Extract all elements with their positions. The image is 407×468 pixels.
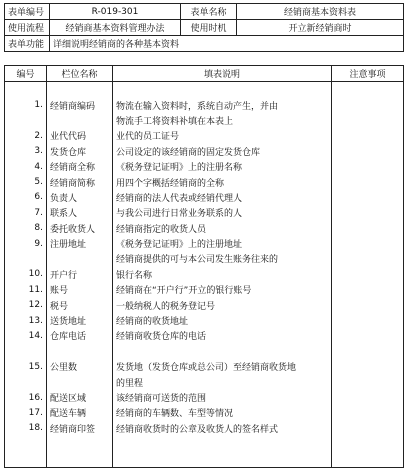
row-description: 的里程 <box>113 374 332 389</box>
fields-table-body <box>5 82 404 468</box>
col-header-no: 编号 <box>5 66 47 82</box>
form-name-label: 表单名称 <box>181 4 237 20</box>
table-row <box>5 159 404 174</box>
row-field-name: 开户行 <box>47 267 113 282</box>
row-field-name: 配送车辆 <box>47 405 113 420</box>
row-number: 15. <box>5 359 47 374</box>
table-row <box>5 82 404 98</box>
row-note <box>332 421 404 436</box>
row-field-name <box>47 344 113 359</box>
row-field-name: 经销商全称 <box>47 159 113 174</box>
process-label: 使用流程 <box>5 20 50 36</box>
row-field-name <box>47 113 113 128</box>
header-row-2 <box>5 20 404 36</box>
row-field-name: 委托收货人 <box>47 221 113 236</box>
row-description <box>113 436 332 451</box>
row-number: 17. <box>5 405 47 420</box>
row-number: 14. <box>5 328 47 343</box>
row-note <box>332 359 404 374</box>
row-note <box>332 251 404 266</box>
table-row <box>5 374 404 389</box>
row-number: 13. <box>5 313 47 328</box>
table-row <box>5 436 404 451</box>
row-description: 一般纳税人的税务登记号 <box>113 297 332 312</box>
row-note <box>332 190 404 205</box>
row-description: 业代的员工证号 <box>113 128 332 143</box>
row-number: 6. <box>5 190 47 205</box>
table-row <box>5 113 404 128</box>
row-description: 经销商指定的收货人员 <box>113 221 332 236</box>
table-row <box>5 190 404 205</box>
process-value: 经销商基本资料管理办法 <box>50 20 181 36</box>
row-description <box>113 82 332 98</box>
row-note <box>332 328 404 343</box>
row-description: 物流手工将资料补填在本表上 <box>113 113 332 128</box>
table-row <box>5 236 404 251</box>
row-field-name: 联系人 <box>47 205 113 220</box>
row-number: 3. <box>5 144 47 159</box>
row-number: 12. <box>5 297 47 312</box>
row-description: 《税务登记证明》上的注册地址 <box>113 236 332 251</box>
row-number <box>5 82 47 98</box>
table-row <box>5 267 404 282</box>
row-note <box>332 128 404 143</box>
row-description: 《税务登记证明》上的注册名称 <box>113 159 332 174</box>
row-note <box>332 97 404 112</box>
header-row-1 <box>5 4 404 20</box>
row-number <box>5 113 47 128</box>
table-row <box>5 297 404 312</box>
row-note <box>332 174 404 189</box>
row-description: 经销商的收货地址 <box>113 313 332 328</box>
fields-table <box>4 65 404 468</box>
row-note <box>332 436 404 451</box>
row-description: 公司设定的该经销商的固定发货仓库 <box>113 144 332 159</box>
row-field-name <box>47 251 113 266</box>
row-number <box>5 451 47 467</box>
header-row-3 <box>5 36 404 52</box>
row-field-name: 送货地址 <box>47 313 113 328</box>
table-row <box>5 97 404 112</box>
row-note <box>332 236 404 251</box>
row-description: 该经销商可送货的范围 <box>113 390 332 405</box>
row-number: 9. <box>5 236 47 251</box>
row-note <box>332 374 404 389</box>
col-header-note: 注意事项 <box>332 66 404 82</box>
row-description: 与我公司进行日常业务联系的人 <box>113 205 332 220</box>
row-field-name <box>47 436 113 451</box>
row-description <box>113 451 332 467</box>
table-row <box>5 405 404 420</box>
row-description: 经销商的车辆数、车型等情况 <box>113 405 332 420</box>
row-note <box>332 205 404 220</box>
table-row <box>5 221 404 236</box>
row-description: 经销商在“开户行”开立的银行账号 <box>113 282 332 297</box>
form-header-table <box>4 3 404 52</box>
row-description: 用四个字概括经销商的全称 <box>113 174 332 189</box>
table-row <box>5 328 404 343</box>
table-row <box>5 205 404 220</box>
row-note <box>332 221 404 236</box>
table-row <box>5 451 404 467</box>
table-row <box>5 144 404 159</box>
row-description: 经销商的法人代表或经销代理人 <box>113 190 332 205</box>
table-row <box>5 344 404 359</box>
timing-value: 开立新经销商时 <box>237 20 404 36</box>
row-description: 经销商收货时的公章及收货人的签名样式 <box>113 421 332 436</box>
row-number: 5. <box>5 174 47 189</box>
row-field-name: 发货仓库 <box>47 144 113 159</box>
row-number: 8. <box>5 221 47 236</box>
table-row <box>5 251 404 266</box>
row-field-name: 经销商编码 <box>47 97 113 112</box>
row-note <box>332 267 404 282</box>
row-note <box>332 82 404 98</box>
row-field-name: 税号 <box>47 297 113 312</box>
row-note <box>332 390 404 405</box>
row-field-name <box>47 82 113 98</box>
row-number: 16. <box>5 390 47 405</box>
row-note <box>332 344 404 359</box>
row-number: 11. <box>5 282 47 297</box>
row-field-name: 仓库电话 <box>47 328 113 343</box>
row-field-name <box>47 374 113 389</box>
row-number <box>5 374 47 389</box>
row-number <box>5 251 47 266</box>
form-name-value: 经销商基本资料表 <box>237 4 404 20</box>
fields-table-header <box>5 66 404 82</box>
row-field-name: 经销商简称 <box>47 174 113 189</box>
row-field-name: 配送区域 <box>47 390 113 405</box>
row-field-name: 账号 <box>47 282 113 297</box>
row-field-name: 注册地址 <box>47 236 113 251</box>
row-description <box>113 344 332 359</box>
row-field-name: 经销商印签 <box>47 421 113 436</box>
row-number: 4. <box>5 159 47 174</box>
row-description: 发货地（发货仓库或总公司）至经销商收货地 <box>113 359 332 374</box>
table-row <box>5 359 404 374</box>
table-row <box>5 421 404 436</box>
col-header-desc: 填表说明 <box>113 66 332 82</box>
row-field-name: 公里数 <box>47 359 113 374</box>
form-no-value: R-019-301 <box>50 4 181 20</box>
row-description: 物流在输入资料时，系统自动产生，并由 <box>113 97 332 112</box>
row-description: 经销商提供的可与本公司发生账务往来的 <box>113 251 332 266</box>
form-no-label: 表单编号 <box>5 4 50 20</box>
row-note <box>332 297 404 312</box>
row-note <box>332 451 404 467</box>
row-note <box>332 144 404 159</box>
table-row <box>5 390 404 405</box>
row-field-name: 业代代码 <box>47 128 113 143</box>
row-note <box>332 405 404 420</box>
row-field-name: 负责人 <box>47 190 113 205</box>
row-field-name <box>47 451 113 467</box>
row-number <box>5 436 47 451</box>
row-note <box>332 113 404 128</box>
row-number: 7. <box>5 205 47 220</box>
row-note <box>332 159 404 174</box>
function-label: 表单功能 <box>5 36 50 52</box>
row-number: 2. <box>5 128 47 143</box>
timing-label: 使用时机 <box>181 20 237 36</box>
table-row <box>5 128 404 143</box>
row-note <box>332 313 404 328</box>
row-number <box>5 344 47 359</box>
row-number: 1. <box>5 97 47 112</box>
row-description: 银行名称 <box>113 267 332 282</box>
row-note <box>332 282 404 297</box>
function-value: 详细说明经销商的各种基本资料 <box>50 36 404 52</box>
table-row <box>5 282 404 297</box>
row-description: 经销商收货仓库的电话 <box>113 328 332 343</box>
row-number: 18. <box>5 421 47 436</box>
table-row <box>5 313 404 328</box>
col-header-name: 栏位名称 <box>47 66 113 82</box>
row-number: 10. <box>5 267 47 282</box>
table-row <box>5 174 404 189</box>
